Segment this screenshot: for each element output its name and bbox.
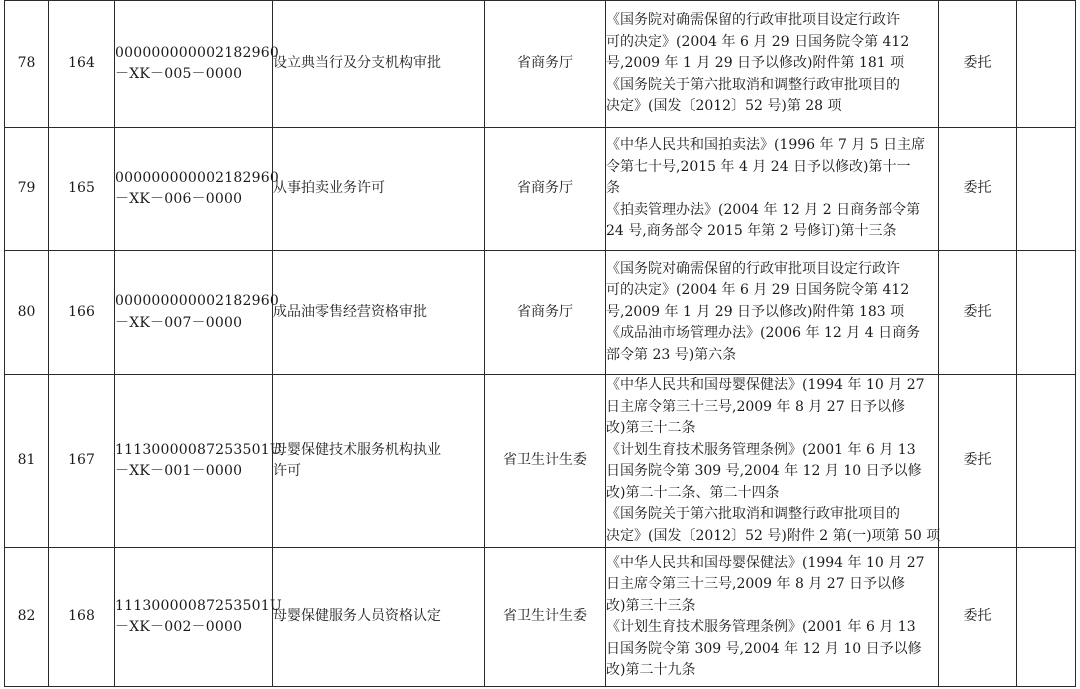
item-code-line: 11130000087253501U — [115, 441, 282, 458]
department-cell: 省商务厅 — [485, 251, 606, 375]
table-row — [5, 1, 1076, 128]
basis-line: 号,2009 年 1 月 29 日予以修改)附件第 183 项 — [606, 303, 905, 320]
table-row — [5, 375, 1076, 548]
item-code-suffix: －XK－002－0000 — [115, 619, 243, 635]
handling-mode-cell: 委托 — [939, 128, 1017, 251]
item-code-line: 000000000002182960 — [115, 44, 279, 61]
item-code-cell — [115, 375, 282, 548]
sequence-cell: 80 — [5, 251, 49, 375]
legal-basis-cell — [606, 1, 939, 128]
item-code-suffix: －XK－007－0000 — [115, 314, 243, 331]
basis-line: 改)第二十二条、第二十四条 — [606, 484, 780, 501]
basis-line: 部令第 23 号)第六条 — [606, 346, 737, 363]
basis-line: 日国务院令第 309 号,2004 年 12 月 10 日予以修 — [606, 463, 922, 479]
item-code-cell — [115, 128, 279, 251]
item-name-cell: 从事拍卖业务许可 — [273, 128, 485, 251]
item-code-cell — [115, 251, 279, 375]
item-name-line: 母婴保健技术服务机构执业 — [273, 441, 441, 458]
handling-mode-cell: 委托 — [939, 1, 1017, 128]
basis-line: 《计划生育技术服务管理条例》(2001 年 6 月 13 — [606, 619, 916, 635]
basis-line: 改)第二十九条 — [606, 662, 696, 678]
department-cell: 省卫生计生委 — [485, 548, 606, 687]
department-cell: 省卫生计生委 — [485, 375, 606, 548]
item-code-suffix: －XK－001－0000 — [115, 463, 243, 479]
legal-basis-cell — [606, 128, 939, 251]
basis-line: 《中华人民共和国母婴保健法》(1994 年 10 月 27 — [606, 554, 925, 571]
basis-line: 24 号,商务部令 2015 年第 2 号修订)第十三条 — [606, 223, 897, 240]
remarks-cell — [1017, 375, 1076, 548]
department-cell: 省商务厅 — [485, 1, 606, 128]
department-cell: 省商务厅 — [485, 128, 606, 251]
basis-line: 《中华人民共和国拍卖法》(1996 年 7 月 5 日主席 — [606, 137, 926, 154]
table-row — [5, 251, 1076, 375]
item-name-line: 许可 — [273, 463, 301, 479]
item-name-cell: 母婴保健服务人员资格认定 — [273, 548, 485, 687]
table-row — [5, 548, 1076, 687]
item-number-cell: 167 — [49, 375, 115, 548]
legal-basis-cell — [606, 375, 939, 548]
basis-line: 决定》(国发〔2012〕52 号)第 28 项 — [606, 98, 842, 115]
remarks-cell — [1017, 1, 1076, 128]
sequence-cell: 81 — [5, 375, 49, 548]
basis-line: 日主席令第三十三号,2009 年 8 月 27 日予以修 — [606, 398, 906, 415]
basis-line: 条 — [606, 180, 620, 197]
basis-line: 改)第三十三条 — [606, 597, 696, 614]
remarks-cell — [1017, 251, 1076, 375]
approval-items-table — [4, 0, 1076, 687]
sequence-cell: 78 — [5, 1, 49, 128]
item-code-suffix: －XK－005－0000 — [115, 66, 243, 82]
item-name-cell — [273, 375, 485, 548]
item-number-cell: 165 — [49, 128, 115, 251]
item-name-cell: 成品油零售经营资格审批 — [273, 251, 485, 375]
item-code-suffix: －XK－006－0000 — [115, 191, 243, 207]
basis-line: 《计划生育技术服务管理条例》(2001 年 6 月 13 — [606, 441, 916, 458]
item-code-line: 000000000002182960 — [115, 293, 279, 309]
basis-line: 日主席令第三十三号,2009 年 8 月 27 日予以修 — [606, 576, 906, 592]
basis-line: 可的决定》(2004 年 6 月 29 日国务院令第 412 — [606, 33, 910, 50]
basis-line: 号,2009 年 1 月 29 日予以修改)附件第 181 项 — [606, 55, 905, 72]
item-code-line: 11130000087253501U — [115, 597, 282, 614]
item-number-cell: 164 — [49, 1, 115, 128]
basis-line: 《成品油市场管理办法》(2006 年 12 月 4 日商务 — [606, 325, 921, 342]
legal-basis-cell — [606, 548, 939, 687]
remarks-cell — [1017, 128, 1076, 251]
basis-line: 日国务院令第 309 号,2004 年 12 月 10 日予以修 — [606, 640, 922, 657]
basis-line: 《中华人民共和国母婴保健法》(1994 年 10 月 27 — [606, 377, 925, 393]
basis-line: 《国务院对确需保留的行政审批项目设定行政许 — [606, 260, 900, 277]
item-number-cell: 166 — [49, 251, 115, 375]
item-number-cell: 168 — [49, 548, 115, 687]
basis-line: 《拍卖管理办法》(2004 年 12 月 2 日商务部令第 — [606, 201, 921, 218]
sequence-cell: 79 — [5, 128, 49, 251]
item-code-cell — [115, 1, 279, 128]
basis-line: 可的决定》(2004 年 6 月 29 日国务院令第 412 — [606, 282, 910, 299]
legal-basis-cell — [606, 251, 939, 375]
basis-line: 改)第三十二条 — [606, 420, 696, 436]
basis-line: 《国务院关于第六批取消和调整行政审批项目的 — [606, 506, 900, 522]
item-code-cell — [115, 548, 282, 687]
sequence-cell: 82 — [5, 548, 49, 687]
handling-mode-cell: 委托 — [939, 251, 1017, 375]
basis-line: 令第七十号,2015 年 4 月 24 日予以修改)第十一 — [606, 158, 911, 175]
basis-line: 《国务院关于第六批取消和调整行政审批项目的 — [606, 76, 900, 93]
remarks-cell — [1017, 548, 1076, 687]
handling-mode-cell: 委托 — [939, 548, 1017, 687]
item-code-line: 000000000002182960 — [115, 169, 279, 186]
basis-line: 决定》(国发〔2012〕52 号)附件 2 第(一)项第 50 项 — [606, 527, 941, 544]
handling-mode-cell: 委托 — [939, 375, 1017, 548]
table-row — [5, 128, 1076, 251]
basis-line: 《国务院对确需保留的行政审批项目设定行政许 — [606, 12, 900, 29]
item-name-cell: 设立典当行及分支机构审批 — [273, 1, 485, 128]
